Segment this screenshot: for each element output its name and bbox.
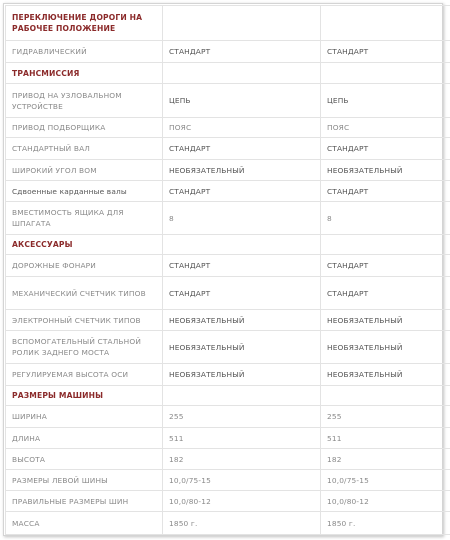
cell-text: 511 — [169, 433, 184, 443]
cell-text: РЕГУЛИРУЕМАЯ ВЫСОТА ОСИ — [12, 370, 129, 379]
cell-text: 10,0/75-15 — [327, 475, 369, 485]
table-row — [6, 470, 450, 491]
spec-value-model-1 — [163, 277, 321, 310]
table-row — [6, 160, 450, 181]
table-row — [6, 138, 450, 160]
spec-value-model-2 — [321, 512, 450, 535]
spec-value-model-2 — [321, 84, 450, 118]
cell-text: НЕОБЯЗАТЕЛЬНЫЙ — [327, 315, 403, 325]
spec-label — [6, 138, 163, 160]
spec-value-model-2 — [321, 160, 450, 181]
spec-value-model-1 — [163, 118, 321, 138]
spec-value-model-1 — [163, 235, 321, 255]
spec-label — [6, 202, 163, 235]
cell-text: СТАНДАРТ — [169, 47, 211, 56]
spec-value-model-2 — [321, 428, 450, 449]
table-row — [6, 364, 450, 386]
spec-label — [6, 310, 163, 331]
table-row — [6, 255, 450, 277]
cell-text: НЕОБЯЗАТЕЛЬНЫЙ — [169, 342, 245, 352]
spec-label — [6, 428, 163, 449]
spec-value-model-1 — [163, 364, 321, 386]
cell-text: ЦЕПЬ — [327, 96, 349, 105]
cell-text: ПРИВОД ПОДБОРЩИКА — [12, 123, 106, 132]
spec-value-model-1 — [163, 512, 321, 535]
spec-value-model-2 — [321, 277, 450, 310]
cell-text: СТАНДАРТ — [169, 144, 211, 153]
spec-label — [6, 255, 163, 277]
spec-value-model-1 — [163, 181, 321, 202]
cell-text: РАЗМЕРЫ МАШИНЫ — [12, 391, 104, 400]
spec-value-model-2 — [321, 6, 450, 41]
cell-text: 8 — [169, 213, 174, 223]
cell-text: 8 — [327, 213, 332, 223]
cell-text: 1850 г. — [169, 518, 198, 528]
cell-text: ПРИВОД НА УЗЛОВАЛЬНОМ УСТРОЙСТВЕ — [12, 90, 122, 111]
cell-text: СТАНДАРТ — [169, 288, 211, 298]
spec-label — [6, 118, 163, 138]
cell-text: 1850 г. — [327, 518, 356, 528]
cell-text: НЕОБЯЗАТЕЛЬНЫЙ — [327, 342, 403, 352]
cell-text: НЕОБЯЗАТЕЛЬНЫЙ — [169, 315, 245, 325]
cell-text: 10,0/80-12 — [169, 496, 211, 506]
spec-label — [6, 277, 163, 310]
cell-text: ВСПОМОГАТЕЛЬНЫЙ СТАЛЬНОЙ РОЛИК ЗАДНЕГО МОСТА — [12, 337, 141, 357]
spec-label — [6, 470, 163, 491]
spec-value-model-2 — [321, 364, 450, 386]
section-row — [6, 386, 450, 406]
section-title — [6, 235, 163, 255]
spec-value-model-2 — [321, 118, 450, 138]
cell-text: НЕОБЯЗАТЕЛЬНЫЙ — [169, 165, 245, 175]
spec-label — [6, 491, 163, 512]
spec-value-model-2 — [321, 386, 450, 406]
spec-value-model-1 — [163, 470, 321, 491]
cell-text: СТАНДАРТ — [169, 261, 211, 270]
section-row — [6, 6, 450, 41]
table-row — [6, 406, 450, 428]
cell-text: ПОЯС — [169, 123, 192, 132]
table-row — [6, 181, 450, 202]
table-row — [6, 41, 450, 63]
cell-text: СТАНДАРТ — [327, 47, 369, 56]
cell-text: ПЕРЕКЛЮЧЕНИЕ ДОРОГИ НА РАБОЧЕЕ ПОЛОЖЕНИЕ — [12, 13, 143, 33]
spec-value-model-1 — [163, 255, 321, 277]
spec-label — [6, 449, 163, 470]
spec-value-model-1 — [163, 63, 321, 84]
spec-value-model-1 — [163, 310, 321, 331]
cell-text: НЕОБЯЗАТЕЛЬНЫЙ — [169, 370, 245, 379]
cell-text: 10,0/75-15 — [169, 475, 211, 485]
table-row — [6, 512, 450, 535]
table-row — [6, 331, 450, 364]
cell-text: 182 — [327, 454, 342, 464]
spec-label — [6, 160, 163, 181]
spec-value-model-1 — [163, 331, 321, 364]
spec-label — [6, 41, 163, 63]
cell-text: 182 — [169, 454, 184, 464]
table-row — [6, 449, 450, 470]
cell-text: ДЛИНА — [12, 433, 41, 443]
cell-text: РАЗМЕРЫ ЛЕВОЙ ШИНЫ — [12, 475, 108, 485]
cell-text: СТАНДАРТ — [327, 288, 369, 298]
spec-value-model-1 — [163, 160, 321, 181]
spec-value-model-1 — [163, 428, 321, 449]
spec-value-model-1 — [163, 138, 321, 160]
spec-label — [6, 84, 163, 118]
table-row — [6, 310, 450, 331]
spec-value-model-2 — [321, 235, 450, 255]
spec-value-model-1 — [163, 84, 321, 118]
table-row — [6, 277, 450, 310]
spec-value-model-2 — [321, 331, 450, 364]
section-title — [6, 6, 163, 41]
cell-text: ДОРОЖНЫЕ ФОНАРИ — [12, 261, 96, 270]
spec-label — [6, 512, 163, 535]
cell-text: ВЫСОТА — [12, 454, 46, 464]
spec-value-model-1 — [163, 6, 321, 41]
section-title — [6, 386, 163, 406]
spec-value-model-1 — [163, 202, 321, 235]
cell-text: ШИРИНА — [12, 412, 47, 421]
spec-value-model-1 — [163, 449, 321, 470]
cell-text: СТАНДАРТ — [327, 144, 369, 153]
table-row — [6, 84, 450, 118]
spec-label — [6, 331, 163, 364]
cell-text: ЭЛЕКТРОННЫЙ СЧЕТЧИК ТИПОВ — [12, 315, 141, 325]
spec-value-model-1 — [163, 41, 321, 63]
table-row — [6, 428, 450, 449]
spec-value-model-2 — [321, 491, 450, 512]
cell-text: СТАНДАРТ — [169, 186, 211, 196]
cell-text: СТАНДАРТ — [327, 261, 369, 270]
spec-value-model-1 — [163, 406, 321, 428]
cell-text: НЕОБЯЗАТЕЛЬНЫЙ — [327, 370, 403, 379]
spec-table-body — [6, 6, 450, 535]
cell-text: НЕОБЯЗАТЕЛЬНЫЙ — [327, 165, 403, 175]
spec-value-model-2 — [321, 406, 450, 428]
cell-text: ШИРОКИЙ УГОЛ ВОМ — [12, 165, 97, 175]
spec-value-model-2 — [321, 202, 450, 235]
section-row — [6, 235, 450, 255]
table-row — [6, 202, 450, 235]
cell-text: ТРАНСМИССИЯ — [12, 68, 80, 78]
spec-table — [5, 5, 450, 535]
spec-label — [6, 364, 163, 386]
spec-label — [6, 181, 163, 202]
table-row — [6, 118, 450, 138]
cell-text: АКСЕССУАРЫ — [12, 240, 73, 249]
spec-value-model-2 — [321, 255, 450, 277]
cell-text: ПОЯС — [327, 123, 350, 132]
cell-text: 10,0/80-12 — [327, 496, 369, 506]
spec-value-model-2 — [321, 181, 450, 202]
cell-text: 511 — [327, 433, 342, 443]
cell-text: 255 — [327, 412, 342, 421]
cell-text: ЦЕПЬ — [169, 96, 191, 105]
spec-value-model-1 — [163, 491, 321, 512]
section-title — [6, 63, 163, 84]
cell-text: ПРАВИЛЬНЫЕ РАЗМЕРЫ ШИН — [12, 496, 129, 506]
spec-value-model-2 — [321, 470, 450, 491]
cell-text: ГИДРАВЛИЧЕСКИЙ — [12, 47, 87, 56]
spec-value-model-2 — [321, 63, 450, 84]
cell-text: 255 — [169, 412, 184, 421]
cell-text: СТАНДАРТ — [327, 186, 369, 196]
spec-value-model-2 — [321, 449, 450, 470]
spec-value-model-2 — [321, 41, 450, 63]
section-row — [6, 63, 450, 84]
spec-value-model-2 — [321, 310, 450, 331]
spec-value-model-2 — [321, 138, 450, 160]
cell-text: СТАНДАРТНЫЙ ВАЛ — [12, 144, 90, 153]
cell-text: ВМЕСТИМОСТЬ ЯЩИКА ДЛЯ ШПАГАТА — [12, 208, 124, 228]
table-row — [6, 491, 450, 512]
spec-label — [6, 406, 163, 428]
cell-text: МЕХАНИЧЕСКИЙ СЧЕТЧИК ТИПОВ — [12, 288, 146, 298]
cell-text: МАССА — [12, 518, 40, 528]
spec-value-model-1 — [163, 386, 321, 406]
cell-text: Сдвоенные карданные валы — [12, 186, 127, 196]
